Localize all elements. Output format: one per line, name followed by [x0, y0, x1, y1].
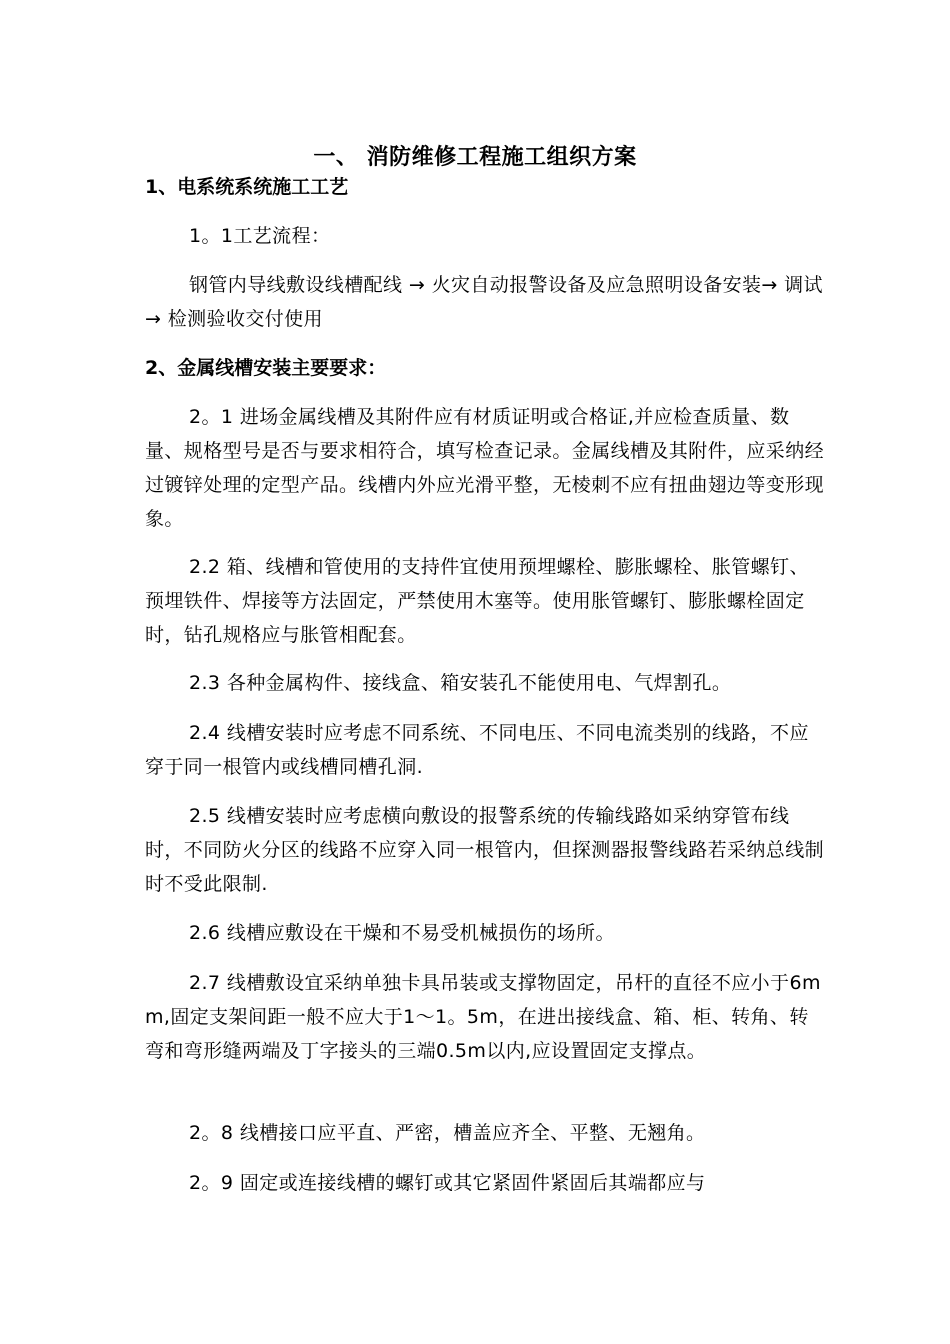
item-2-6-paragraph: 2.6 线槽应敷设在干燥和不易受机械损伤的场所。 — [189, 922, 615, 944]
section-1-heading: 1、电系统系统施工工艺 — [145, 176, 349, 198]
item-2-1-paragraph: 2。1 进场金属线槽及其附件应有材质证明或合格证,并应检查质量、数量、规格型号是否与要求相符合，填写检查记录。金属线槽及其附件，应采纳经过镀锌处理的定型产品。线槽内外应光滑平整，无棱刺不应有扭曲翅边等变形现象。 — [145, 406, 825, 530]
item-2-3-paragraph: 2.3 各种金属构件、接线盒、箱安装孔不能使用电、气焊割孔。 — [189, 672, 732, 694]
section-2-heading: 2、金属线槽安装主要要求： — [145, 357, 387, 379]
item-2-9-paragraph: 2。9 固定或连接线槽的螺钉或其它紧固件紧固后其端都应与 — [189, 1172, 706, 1194]
item-2-2-paragraph: 2.2 箱、线槽和管使用的支持件宜使用预埋螺栓、膨胀螺栓、胀管螺钉、预埋铁件、焊接等方法固定，严禁使用木塞等。使用胀管螺钉、膨胀螺栓固定时，钻孔规格应与胀管相配套。 — [145, 556, 809, 646]
item-2-8-paragraph: 2。8 线槽接口应平直、严密，槽盖应齐全、平整、无翘角。 — [189, 1122, 706, 1144]
document-title: 一、 消防维修工程施工组织方案 — [313, 145, 637, 170]
item-2-4-paragraph: 2.4 线槽安装时应考虑不同系统、不同电压、不同电流类别的线路，不应穿于同一根管内或线槽同槽孔洞. — [145, 722, 809, 778]
process-flow-paragraph: 钢管内导线敷设线槽配线 → 火灾自动报警设备及应急照明设备安装→ 调试 → 检测验收交付使用 — [145, 274, 823, 330]
subsection-1-1-heading: 1。1工艺流程： — [189, 225, 331, 247]
item-2-7-paragraph: 2.7 线槽敷设宜采纳单独卡具吊装或支撑物固定，吊杆的直径不应小于6mm,固定支架间距一般不应大于1～1。5m，在进出接线盒、箱、柜、转角、转弯和弯形缝两端及丁字接头的三端0.5m以内,应设置固定支撑点。 — [145, 972, 821, 1062]
item-2-5-paragraph: 2.5 线槽安装时应考虑横向敷设的报警系统的传输线路如采纳穿管布线时，不同防火分区的线路不应穿入同一根管内，但探测器报警线路若采纳总线制时不受此限制. — [145, 805, 825, 895]
